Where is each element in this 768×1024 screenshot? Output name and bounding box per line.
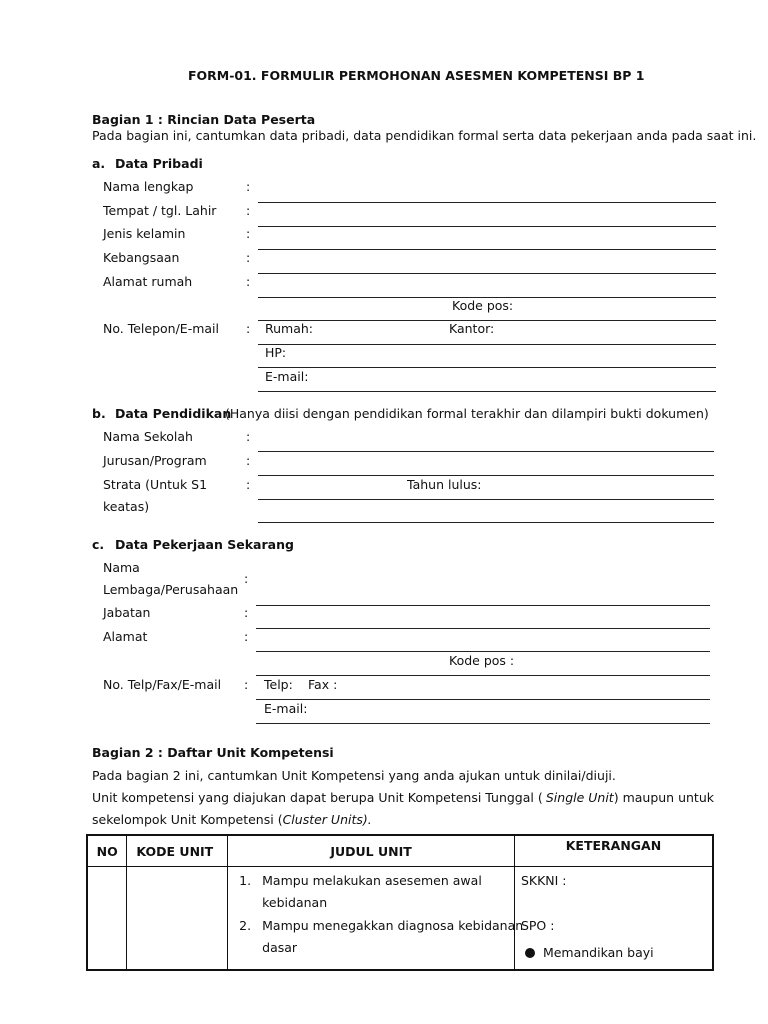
- label-jurusan: Jurusan/Program: [103, 453, 207, 468]
- bullet-icon: [525, 948, 535, 958]
- kode-pos-label: Kode pos:: [452, 298, 514, 313]
- colon: :: [246, 203, 251, 218]
- colon: :: [244, 571, 249, 586]
- field-kode-pos[interactable]: [256, 675, 710, 676]
- label-nama-sekolah: Nama Sekolah: [103, 429, 193, 444]
- para-text-end: ) maupun untuk: [613, 790, 714, 805]
- cell-judul-unit: [228, 867, 524, 971]
- unit-2-number: 2.: [239, 918, 252, 933]
- table-header-row: [87, 835, 713, 867]
- bullet-list-item: [525, 945, 654, 960]
- field-kebangsaan[interactable]: [258, 273, 716, 274]
- kode-pos-label: Kode pos :: [449, 653, 515, 668]
- label-alamat-rumah: Alamat rumah: [103, 274, 193, 289]
- label-tempat-tgl-lahir: Tempat / tgl. Lahir: [103, 203, 217, 218]
- colon: :: [246, 321, 251, 336]
- colon: :: [244, 629, 249, 644]
- section-1-heading: Bagian 1 : Rincian Data Peserta: [92, 112, 316, 127]
- colon: :: [246, 274, 251, 289]
- pekerjaan-heading-letter: c.: [92, 537, 105, 552]
- cell-kode-unit[interactable]: [127, 867, 228, 971]
- unit-2-title-cont: dasar: [262, 940, 298, 955]
- label-nama-lengkap: Nama lengkap: [103, 179, 194, 194]
- header-judul-unit: JUDUL UNIT: [228, 835, 515, 867]
- cell-keterangan[interactable]: [514, 867, 713, 971]
- header-kode-unit: KODE UNIT: [127, 835, 228, 867]
- label-strata: Strata (Untuk S1: [103, 477, 208, 492]
- label-nama-lembaga: Nama: [103, 560, 140, 575]
- unit-1-number: 1.: [239, 873, 252, 888]
- field-hp[interactable]: [258, 367, 716, 368]
- pendidikan-note: (Hanya diisi dengan pendidikan formal terakhir dan dilampiri bukti dokumen): [225, 406, 709, 421]
- header-keterangan: KETERANGAN: [514, 835, 713, 867]
- field-nama-lembaga[interactable]: [256, 605, 710, 606]
- field-strata-2[interactable]: [258, 522, 714, 523]
- cell-no[interactable]: [87, 867, 127, 971]
- label-jenis-kelamin: Jenis kelamin: [103, 226, 186, 241]
- label-telp-fax-email: No. Telp/Fax/E-mail: [103, 677, 222, 692]
- fax-label: Fax :: [308, 677, 338, 692]
- section-2-intro: Pada bagian 2 ini, cantumkan Unit Kompetensi yang anda ajukan untuk dinilai/diuji.: [92, 768, 616, 783]
- colon: :: [244, 605, 249, 620]
- table-row: [87, 867, 713, 971]
- unit-1-title-cont: kebidanan: [262, 895, 328, 910]
- colon: :: [246, 179, 251, 194]
- colon: :: [246, 429, 251, 444]
- colon: :: [246, 226, 251, 241]
- email-label: E-mail:: [264, 701, 308, 716]
- field-nama-lengkap[interactable]: [258, 202, 716, 203]
- label-alamat: Alamat: [103, 629, 148, 644]
- colon: :: [244, 677, 249, 692]
- field-jabatan[interactable]: [256, 628, 710, 629]
- header-no: NO: [87, 835, 127, 867]
- label-kebangsaan: Kebangsaan: [103, 250, 180, 265]
- tahun-lulus-label: Tahun lulus:: [407, 477, 482, 492]
- kantor-label: Kantor:: [449, 321, 495, 336]
- field-nama-sekolah[interactable]: [258, 451, 714, 452]
- label-strata-cont: keatas): [103, 499, 150, 514]
- label-nama-lembaga-cont: Lembaga/Perusahaan: [103, 582, 239, 597]
- unit-1-title: Mampu melakukan asesemen awal: [262, 873, 482, 888]
- colon: :: [246, 453, 251, 468]
- field-alamat[interactable]: [256, 651, 710, 652]
- field-tempat-tgl-lahir[interactable]: [258, 226, 716, 227]
- hp-label: HP:: [265, 345, 287, 360]
- field-email[interactable]: [258, 391, 716, 392]
- para-text: Unit kompetensi yang diajukan dapat berupa Unit Kompetensi Tunggal (: [92, 790, 543, 805]
- spo-label: SPO :: [520, 918, 555, 933]
- pekerjaan-heading: Data Pekerjaan Sekarang: [115, 537, 294, 552]
- pribadi-heading-letter: a.: [92, 156, 106, 171]
- pendidikan-heading: Data Pendidikan: [115, 406, 232, 421]
- section-2-heading: Bagian 2 : Daftar Unit Kompetensi: [92, 745, 334, 760]
- field-strata[interactable]: [258, 499, 714, 500]
- rumah-label: Rumah:: [265, 321, 314, 336]
- section-2-paragraph-line1: [92, 790, 714, 805]
- field-telepon[interactable]: [258, 344, 716, 345]
- field-telp-fax[interactable]: [256, 699, 710, 700]
- skkni-label: SKKNI :: [520, 873, 567, 888]
- colon: :: [246, 250, 251, 265]
- unit-kompetensi-table: [86, 834, 714, 971]
- telp-label: Telp:: [264, 677, 293, 692]
- pribadi-heading: Data Pribadi: [115, 156, 203, 171]
- label-telepon-email: No. Telepon/E-mail: [103, 321, 219, 336]
- field-jurusan[interactable]: [258, 475, 714, 476]
- section-1-intro: Pada bagian ini, cantumkan data pribadi, data pendidikan formal serta data pekerjaan anda pada saat ini.: [92, 128, 757, 143]
- field-email[interactable]: [256, 723, 710, 724]
- para-text: sekelompok Unit Kompetensi (: [92, 812, 283, 827]
- section-2-paragraph-line2: [92, 812, 372, 827]
- form-title: FORM-01. FORMULIR PERMOHONAN ASESMEN KOMPETENSI BP 1: [188, 68, 645, 83]
- cluster-units-text: Cluster Units).: [282, 812, 372, 827]
- pendidikan-heading-letter: b.: [92, 406, 106, 421]
- email-label: E-mail:: [265, 369, 309, 384]
- colon: :: [246, 477, 251, 492]
- label-jabatan: Jabatan: [103, 605, 151, 620]
- bullet-item-text: Memandikan bayi: [542, 945, 654, 960]
- field-jenis-kelamin[interactable]: [258, 249, 716, 250]
- single-unit-text: Single Unit: [545, 790, 614, 805]
- unit-2-title: Mampu menegakkan diagnosa kebidanan: [262, 918, 524, 933]
